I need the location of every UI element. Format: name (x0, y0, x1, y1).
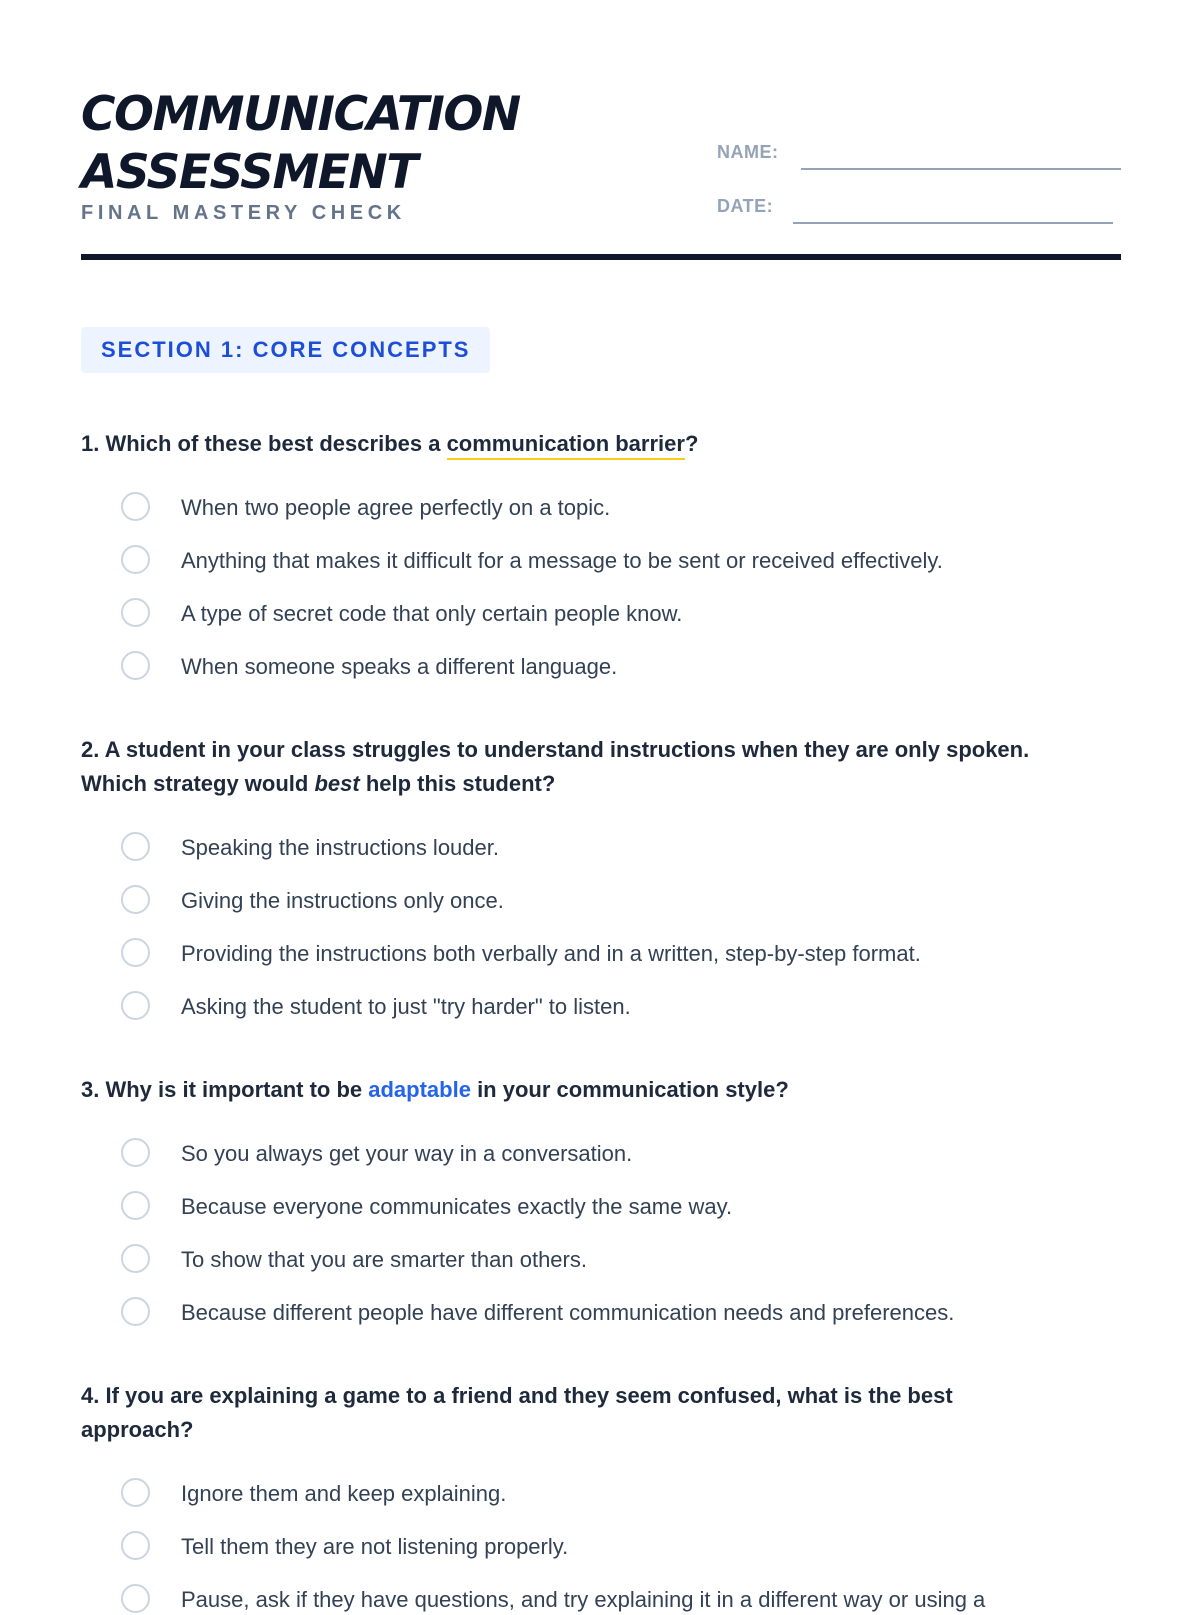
radio-button[interactable] (121, 598, 150, 627)
question-1-text (81, 427, 1121, 461)
option-label: Ignore them and keep explaining. (181, 1481, 507, 1506)
option-label: Providing the instructions both verbally and in a written, step-by-step format. (181, 941, 921, 966)
radio-button[interactable] (121, 492, 150, 521)
question-1 (81, 427, 1121, 693)
option-label: Tell them they are not listening properly. (181, 1534, 569, 1559)
question-3-prefix: 3. Why is it important to be (81, 1077, 369, 1102)
question-1-prefix: 1. Which of these best describes a (81, 431, 447, 456)
radio-button[interactable] (121, 1531, 150, 1560)
option-label: Speaking the instructions louder. (181, 835, 499, 860)
answer-option[interactable] (81, 587, 1121, 640)
question-3-highlight: adaptable (368, 1077, 471, 1102)
option-label: A type of secret code that only certain people know. (181, 601, 683, 626)
name-input-line[interactable] (801, 168, 1121, 170)
question-2-line-2-suffix: help this student? (359, 771, 556, 796)
question-2-line-2-prefix: Which strategy would (81, 771, 315, 796)
question-1-highlight: communication barrier (447, 431, 685, 460)
option-label: Anything that makes it difficult for a message to be sent or received effectively. (181, 548, 943, 573)
answer-option[interactable] (81, 1520, 1121, 1573)
radio-button[interactable] (121, 1478, 150, 1507)
question-2 (81, 733, 1121, 1033)
answer-option[interactable] (81, 1233, 1121, 1286)
option-label: When two people agree perfectly on a topic. (181, 495, 611, 520)
date-field[interactable] (717, 194, 1121, 230)
name-field[interactable] (717, 140, 1121, 176)
answer-option[interactable] (81, 874, 1121, 927)
radio-button[interactable] (121, 832, 150, 861)
question-1-options (81, 481, 1121, 693)
radio-button[interactable] (121, 938, 150, 967)
answer-option[interactable] (81, 1127, 1121, 1180)
answer-option[interactable] (81, 1180, 1121, 1233)
question-2-emphasis: best (314, 771, 360, 796)
answer-option[interactable] (81, 1467, 1121, 1520)
question-4-options (81, 1467, 1121, 1615)
answer-option[interactable] (81, 1286, 1121, 1339)
assessment-page (81, 0, 1121, 1612)
radio-button[interactable] (121, 991, 150, 1020)
question-3-options (81, 1127, 1121, 1339)
radio-button[interactable] (121, 885, 150, 914)
answer-option[interactable] (81, 534, 1121, 587)
radio-button[interactable] (121, 1244, 150, 1273)
name-label: NAME: (717, 142, 779, 162)
option-label: When someone speaks a different language. (181, 654, 618, 679)
question-2-line-1: 2. A student in your class struggles to understand instructions when they are only spoken. (81, 737, 1030, 762)
section-heading: SECTION 1: CORE CONCEPTS (81, 327, 490, 373)
question-2-options (81, 821, 1121, 1033)
date-input-line[interactable] (793, 222, 1113, 224)
date-label: DATE: (717, 196, 774, 216)
question-3 (81, 1073, 1121, 1339)
question-4-text: 4. If you are explaining a game to a friend and they seem confused, what is the best approach? (81, 1383, 953, 1442)
answer-option[interactable] (81, 1573, 1121, 1615)
option-label: So you always get your way in a conversation. (181, 1141, 633, 1166)
question-3-text (81, 1073, 1121, 1107)
radio-button[interactable] (121, 545, 150, 574)
page-subtitle: FINAL MASTERY CHECK (81, 202, 406, 224)
option-label: Pause, ask if they have questions, and try explaining it in a different way or using a (181, 1587, 986, 1612)
page-header (81, 80, 1121, 262)
question-4 (81, 1379, 1121, 1615)
radio-button[interactable] (121, 651, 150, 680)
answer-option[interactable] (81, 927, 1121, 980)
radio-button[interactable] (121, 1297, 150, 1326)
option-label: Giving the instructions only once. (181, 888, 504, 913)
header-divider (81, 254, 1121, 260)
question-3-suffix: in your communication style? (470, 1077, 789, 1102)
option-label: Because everyone communicates exactly the same way. (181, 1194, 733, 1219)
option-label: To show that you are smarter than others. (181, 1247, 587, 1272)
answer-option[interactable] (81, 821, 1121, 874)
radio-button[interactable] (121, 1584, 150, 1613)
answer-option[interactable] (81, 481, 1121, 534)
question-2-text (81, 733, 1121, 801)
option-label: Because different people have different communication needs and preferences. (181, 1300, 955, 1325)
radio-button[interactable] (121, 1138, 150, 1167)
answer-option[interactable] (81, 640, 1121, 693)
option-label: Asking the student to just "try harder" to listen. (181, 994, 631, 1019)
radio-button[interactable] (121, 1191, 150, 1220)
page-title: COMMUNICATION ASSESSMENT (81, 87, 520, 200)
question-1-suffix: ? (684, 431, 699, 456)
answer-option[interactable] (81, 980, 1121, 1033)
